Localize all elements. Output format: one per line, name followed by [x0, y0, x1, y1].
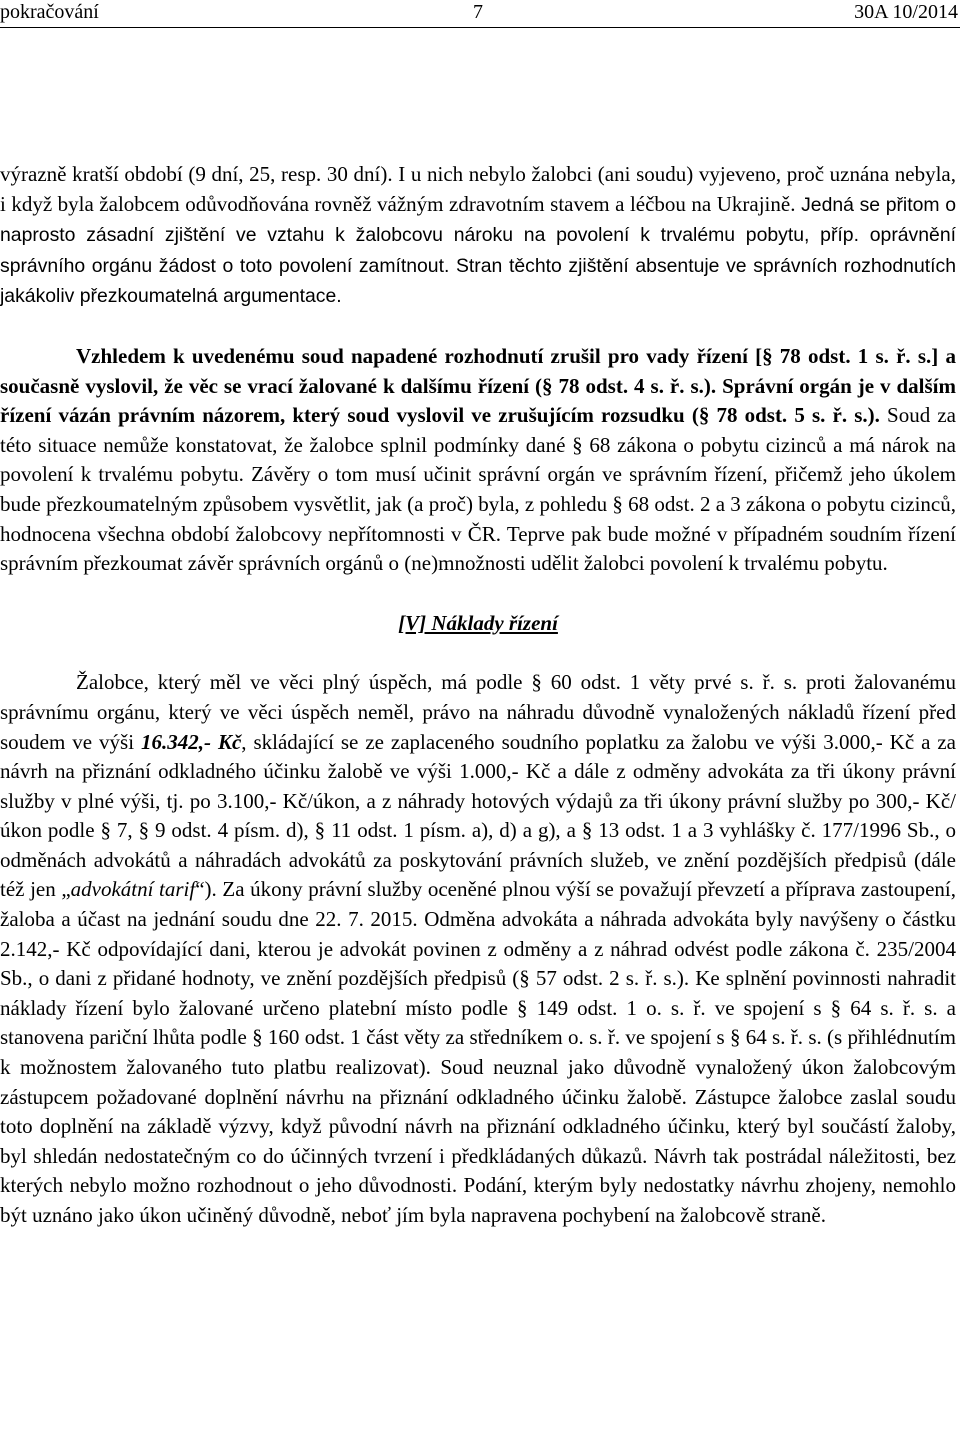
section-heading: [V] Náklady řízení	[398, 610, 558, 635]
header-continuation-label: pokračování	[0, 1, 99, 23]
paragraph-2	[0, 342, 956, 579]
paragraph-3-a: Žalobce, který měl ve věci plný úspěch, má podle § 60 odst. 1 věty prvé s. ř. s. proti žalovanému správnímu orgánu, který ve věci úspěch neměl, právo na náhradu důvodně vynaložených nákladů řízení před soudem ve výši	[0, 670, 956, 754]
paragraph-2-bold: Vzhledem k uvedenému soud napadené rozhodnutí zrušil pro vady řízení [§ 78 odst. 1 s. ř. s.] a současně vyslovil, že věc se vrací žalované k dalšímu řízení (§ 78 odst. 4 s. ř. s.). Správní orgán je v dalším řízení vázán právním názorem, který soud vyslovil ve zrušujícím rozsudku (§ 78 odst. 5 s. ř. s.).	[0, 343, 956, 428]
paragraph-1	[0, 160, 956, 312]
page-header	[0, 0, 960, 28]
paragraph-2-rest: Soud za této situace nemůže konstatovat, že žalobce splnil podmínky dané § 68 zákona o pobytu cizinců a má nárok na povolení k trvalému pobytu. Závěry o tom musí učinit správní orgán ve správním řízení, přičemž jeho úkolem bude přezkoumatelným způsobem vysvětlit, jak (a proč) byla, z pohledu § 68 odst. 2 a 3 zákona o pobytu cizinců, hodnocena všechna období žalobcovy nepřítomnosti v ČR. Teprve pak bude možné v případném soudním řízení správním přezkoumat závěr správních orgánů o (ne)množnosti udělit žalobci povolení k trvalému pobytu.	[0, 403, 956, 576]
header-page-number: 7	[473, 1, 483, 23]
header-case-number: 30A 10/2014	[854, 1, 958, 23]
costs-amount: 16.342,- Kč	[141, 729, 242, 754]
tariff-term: advokátní tarif	[70, 877, 196, 902]
paragraph-1-sans: Jedná se přitom o naprosto zásadní zjištění ve vztahu k žalobcovu nároku na povolení k trvalému pobytu, příp. oprávnění správního orgánu žádost o toto povolení zamítnout. Stran těchto zjištění absentuje ve správních rozhodnutích jakákoliv přezkoumatelná argumentace.	[0, 193, 956, 308]
paragraph-3-c: “). Za úkony právní služby oceněné plnou výší se považují převzetí a příprava zastoupení, žaloba a účast na jednání soudu dne 22. 7. 2015. Odměna advokáta a náhrada advokáta byly navýšeny o částku 2.142,- Kč odpovídající dani, kterou je advokát povinen z odměny a z náhrad odvést podle zákona č. 235/2004 Sb., o dani z přidané hodnoty, ve znění pozdějších předpisů (§ 57 odst. 2 s. ř. s.). Ke splnění povinnosti nahradit náklady řízení bylo žalované určeno platební místo podle § 149 odst. 1 o. s. ř. ve spojení s § 64 s. ř. s. a stanovena pariční lhůta podle § 160 odst. 1 část věty za středníkem o. s. ř. ve spojení s § 64 s. ř. s. (s přihlédnutím k možnostem žalovaného tuto platbu realizovat). Soud neuznal jako důvodně vynaložený úkon žalobcovým zástupcem požadované doplnění návrhu na přiznání odkladného účinku žalobě. Zástupce žalobce zaslal soudu toto doplnění na základě výzvy, když původní návrh na přiznání odkladného účinku, který byl součástí žaloby, byl shledán nedostatečným co do účinných tvrzení i předkládaných důkazů. Návrh tak postrádal náležitosti, bez kterých nebylo možno rozhodnout o jeho důvodnosti. Podání, kterým byly nedostatky návrhu zhojeny, nemohlo být uznáno jako úkon učiněný důvodně, neboť jím byla napravena pochybení na žalobcově straně.	[0, 877, 956, 1227]
paragraph-1-serif: výrazně kratší období (9 dní, 25, resp. 30 dní). I u nich nebylo žalobci (ani soudu) vyjeveno, proč uznána nebyla, i když byla žalobcem odůvodňována rovněž vážným zdravotním stavem a léčbou na Ukrajině.	[0, 162, 956, 216]
paragraph-3	[0, 668, 956, 1230]
paragraph-3-b: , skládající se ze zaplaceného soudního poplatku za žalobu ve výši 3.000,- Kč a za návrh na přiznání odkladného účinku žalobě ve výši 1.000,- Kč a dále z odměny advokáta za tři úkony právní služby v plné výši, tj. po 3.100,- Kč/úkon, a z náhrady hotových výdajů za tři úkony právní služby po 300,- Kč/úkon podle § 7, § 9 odst. 4 písm. d), § 11 odst. 1 písm. a), d) a g), a § 13 odst. 1 a 3 vyhlášky č. 177/1996 Sb., o odměnách advokátů a náhradách advokátů za poskytování právních služeb, ve znění pozdějších předpisů (dále též jen „	[0, 729, 956, 902]
document-body	[0, 160, 956, 1231]
